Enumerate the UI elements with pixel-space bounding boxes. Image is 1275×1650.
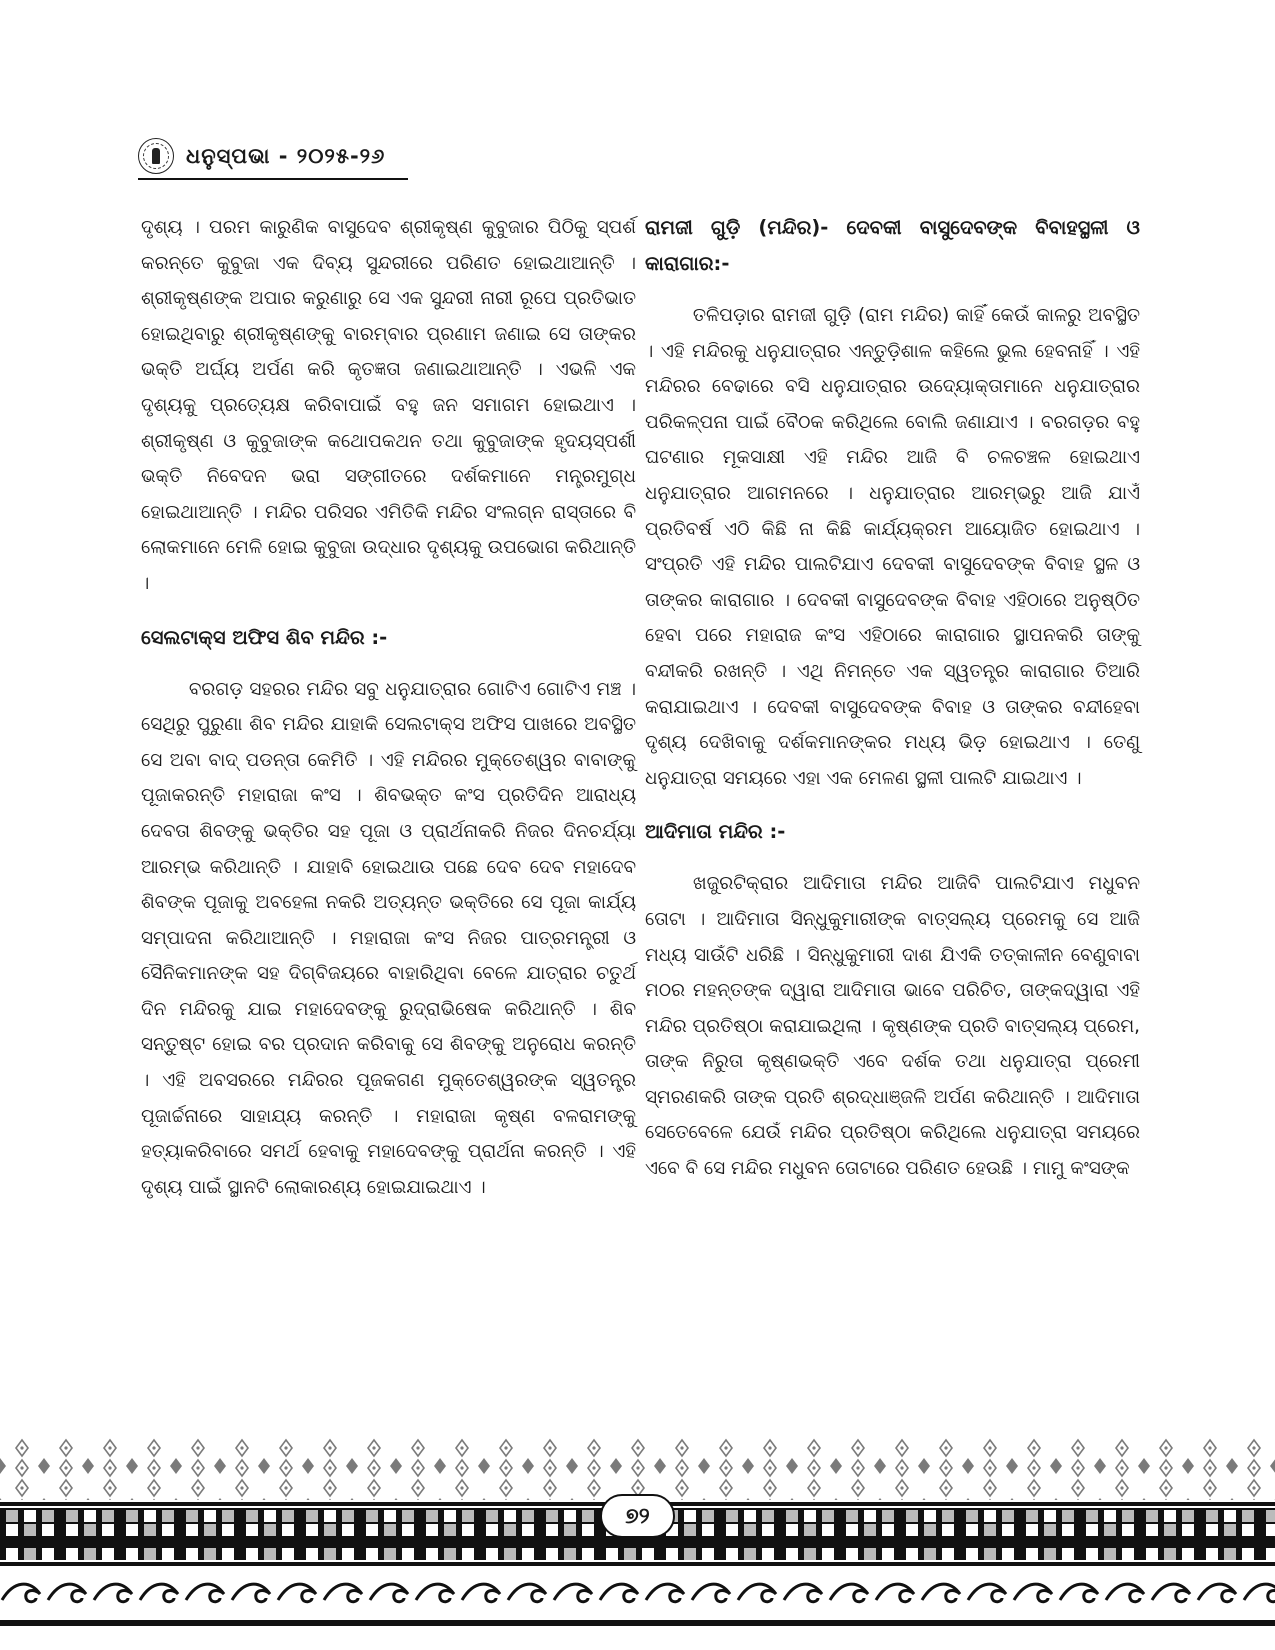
emblem-logo (138, 138, 174, 174)
seltax-shiva-temple-paragraph: ବରଗଡ଼ ସହରର ମନ୍ଦିର ସବୁ ଧନୁଯାତ୍ରାର ଗୋଟିଏ ଗୋଟିଏ ମଞ୍ଚ । ସେଥିରୁ ପୁରୁଣା ଶିବ ମନ୍ଦିର ଯାହାକି ସେଲଟାକ୍ସ ଅଫିସ ପାଖରେ ଅବସ୍ଥିତ ସେ ଅବା ବାଦ୍ ପଡନ୍ତା କେମିତି । ଏହି ମନ୍ଦିରର ମୁକ୍ତେଶ୍ୱର ବାବାଙ୍କୁ ପୂଜାକରନ୍ତି ମହାରାଜା କଂସ । ଶିବଭକ୍ତ କଂସ ପ୍ରତିଦିନ ଆରାଧ୍ୟ ଦେବତା ଶିବଙ୍କୁ ଭକ୍ତିର ସହ ପୂଜା ଓ ପ୍ରାର୍ଥନାକରି ନିଜର ଦିନଚର୍ଯ୍ୟା ଆରମ୍ଭ କରିଥାନ୍ତି । ଯାହାବି ହୋଇଥାଉ ପଛେ ଦେବ ଦେବ ମହାଦେବ ଶିବଙ୍କ ପୂଜାକୁ ଅବହେଳା ନକରି ଅତ୍ୟନ୍ତ ଭକ୍ତିରେ ସେ ପୂଜା କାର୍ଯ୍ୟ ସମ୍ପାଦନା କରିଥାଆନ୍ତି । ମହାରାଜା କଂସ ନିଜର ପାତ୍ରମନ୍ତ୍ରୀ ଓ ସୈନିକମାନଙ୍କ ସହ ଦିଗ୍‌ବିଜୟରେ ବାହାରିଥିବା ବେଳେ ଯାତ୍ରାର ଚତୁର୍ଥ ଦିନ ମନ୍ଦିରକୁ ଯାଇ ମହାଦେବଙ୍କୁ ରୁଦ୍ରାଭିଷେକ କରିଥାନ୍ତି । ଶିବ ସନ୍ତୁଷ୍ଟ ହୋଇ ବର ପ୍ରଦାନ କରିବାକୁ ସେ ଶିବଙ୍କୁ ଅନୁରୋଧ କରନ୍ତି । ଏହି ଅବସରରେ ମନ୍ଦିରର ପୂଜକଗଣ ମୁକ୍ତେଶ୍ୱରଙ୍କ ସ୍ୱତନ୍ତ୍ର ପୂଜାର୍ଚ୍ଚନାରେ ସାହାଯ୍ୟ କରନ୍ତି । ମହାରାଜା କୃଷ୍ଣ ବଳରାମଙ୍କୁ ହତ୍ୟାକରିବାରେ ସମର୍ଥ ହେବାକୁ ମହାଦେବଙ୍କୁ ପ୍ରାର୍ଥନା କରନ୍ତି । ଏହି ଦୃଶ୍ୟ ପାଇଁ ସ୍ଥାନଟି ଲୋକାରଣ୍ୟ ହୋଇଯାଇଥାଏ । (141, 678, 636, 1198)
header-underline (138, 178, 408, 180)
left-column (141, 210, 636, 1205)
adimata-temple-paragraph: ଖଜୁରଟିକ୍ରାର ଆଦିମାତା ମନ୍ଦିର ଆଜିବି ପାଲଟିଯାଏ ମଧୁବନ ତୋଟା । ଆଦିମାତା ସିନ୍ଧୁକୁମାରୀଙ୍କ ବାତ୍ସଲ୍ୟ ପ୍ରେମକୁ ସେ ଆଜି ମଧ୍ୟ ସାଉଁଟି ଧରିଛି । ସିନ୍ଧୁକୁମାରୀ ଦାଶ ଯିଏକି ତତ୍‌କାଳୀନ ବେଣୁବାବା ମଠର ମହନ୍ତଙ୍କ ଦ୍ୱାରା ଆଦିମାତା ଭାବେ ପରିଚିତ, ତାଙ୍କଦ୍ୱାରା ଏହି ମନ୍ଦିର ପ୍ରତିଷ୍ଠା କରାଯାଇଥିଲା । କୃଷ୍ଣଙ୍କ ପ୍ରତି ବାତ୍ସଲ୍ୟ ପ୍ରେମ, ତାଙ୍କ ନିରୁତା କୃଷ୍ଣଭକ୍ତି ଏବେ ଦର୍ଶକ ତଥା ଧନୁଯାତ୍ରା ପ୍ରେମୀ ସ୍ମରଣକରି ତାଙ୍କ ପ୍ରତି ଶ୍ରଦ୍ଧାଞ୍ଜଳି ଅର୍ପଣ କରିଥାନ୍ତି । ଆଦିମାତା ସେତେବେଳେ ଯେଉଁ ମନ୍ଦିର ପ୍ରତିଷ୍ଠା କରିଥିଲେ ଧନୁଯାତ୍ରା ସମୟରେ ଏବେ ବି ସେ ମନ୍ଦିର ମଧୁବନ ତୋଟାରେ ପରିଣତ ହେଉଛି । ମାମୁ କଂସଙ୍କ (645, 873, 1140, 1180)
footer-pattern (0, 1438, 1275, 1650)
left-continuation-paragraph: ଦୃଶ୍ୟ । ପରମ କାରୁଣିକ ବାସୁଦେବ ଶ୍ରୀକୃଷ୍ଣ କୁବୁଜାର ପିଠିକୁ ସ୍ପର୍ଶ କରନ୍ତେ କୁବୁଜା ଏକ ଦିବ୍ୟ ସୁନ୍ଦରୀରେ ପରିଣତ ହୋଇଥାଆନ୍ତି । ଶ୍ରୀକୃଷ୍ଣଙ୍କ ଅପାର କରୁଣାରୁ ସେ ଏକ ସୁନ୍ଦରୀ ନାରୀ ରୂପେ ପ୍ରତିଭାତ ହୋଇଥିବାରୁ ଶ୍ରୀକୃଷ୍ଣଙ୍କୁ ବାରମ୍ବାର ପ୍ରଣାମ ଜଣାଇ ସେ ତାଙ୍କର ଭକ୍ତି ଅର୍ଘ୍ୟ ଅର୍ପଣ କରି କୃତଜ୍ଞତା ଜଣାଇଥାଆନ୍ତି । ଏଭଳି ଏକ ଦୃଶ୍ୟକୁ ପ୍ରତ୍ୟେକ୍ଷ କରିବାପାଇଁ ବହୁ ଜନ ସମାଗମ ହୋଇଥାଏ । ଶ୍ରୀକୃଷ୍ଣ ଓ କୁବୁଜାଙ୍କ କଥୋପକଥନ ତଥା କୁବୁଜାଙ୍କ ହୃଦୟସ୍ପର୍ଶୀ ଭକ୍ତି ନିବେଦନ ଭରା ସଙ୍ଗୀତରେ ଦର୍ଶକମାନେ ମନ୍ତ୍ରମୁଗ୍ଧ ହୋଇଥାଆନ୍ତି । ମନ୍ଦିର ପରିସର ଏମିତିକି ମନ୍ଦିର ସଂଲଗ୍ନ ରାସ୍ତାରେ ବି ଲୋକମାନେ ମେଳି ହୋଇ କୁବୁଜା ଉଦ୍ଧାର ଦୃଶ୍ୟକୁ ଉପଭୋଗ କରିଥାନ୍ତି । (141, 217, 636, 594)
section-heading-adimata-temple: ଆଦିମାତା ମନ୍ଦିର :- (645, 820, 786, 844)
page-number: ୭୨ (600, 1494, 675, 1538)
header-title: ଧନୁସ୍ପଭା - ୨୦୨୫-୨୬ (186, 143, 386, 168)
section-heading-seltax-shiva-temple: ସେଲଟାକ୍ସ ଅଫିସ ଶିବ ମନ୍ଦିର :- (141, 625, 388, 649)
ramji-gudi-paragraph: ତଳିପଡ଼ାର ରାମଜୀ ଗୁଡ଼ି (ରାମ ମନ୍ଦିର) କାହିଁ କେଉଁ କାଳରୁ ଅବସ୍ଥିତ । ଏହି ମନ୍ଦିରକୁ ଧନୁଯାତ୍ରାର ଏନ୍ତୁଡ଼ିଶାଳ କହିଲେ ଭୁଲ ହେବନାହିଁ । ଏହି ମନ୍ଦିରର ବେଢାରେ ବସି ଧନୁଯାତ୍ରାର ଉଦ୍ୟୋକ୍ତାମାନେ ଧନୁଯାତ୍ରାର ପରିକଳ୍ପନା ପାଇଁ ବୈଠକ କରିଥିଲେ ବୋଲି ଜଣାଯାଏ । ବରଗଡ଼ର ବହୁ ଘଟଣାର ମୂକସାକ୍ଷୀ ଏହି ମନ୍ଦିର ଆଜି ବି ଚଳଚଞ୍ଚଳ ହୋଇଥାଏ ଧନୁଯାତ୍ରାର ଆଗମନରେ । ଧନୁଯାତ୍ରାର ଆରମ୍ଭରୁ ଆଜି ଯାଏଁ ପ୍ରତିବର୍ଷ ଏଠି କିଛି ନା କିଛି କାର୍ଯ୍ୟକ୍ରମ ଆୟୋଜିତ ହୋଇଥାଏ । ସଂପ୍ରତି ଏହି ମନ୍ଦିର ପାଲଟିଯାଏ ଦେବକୀ ବାସୁଦେବଙ୍କ ବିବାହ ସ୍ଥଳ ଓ ତାଙ୍କର କାରାଗାର । ଦେବକୀ ବାସୁଦେବଙ୍କ ବିବାହ ଏହିଠାରେ ଅନୁଷ୍ଠିତ ହେବା ପରେ ମହାରାଜ କଂସ ଏହିଠାରେ କାରାଗାର ସ୍ଥାପନକରି ତାଙ୍କୁ ବନ୍ଦୀକରି ରଖନ୍ତି । ଏଥି ନିମନ୍ତେ ଏକ ସ୍ୱତନ୍ତ୍ର କାରାଗାର ତିଆରି କରାଯାଇଥାଏ । ଦେବକୀ ବାସୁଦେବଙ୍କ ବିବାହ ଓ ତାଙ୍କର ବନ୍ଦୀହେବା ଦୃଶ୍ୟ ଦେଖିବାକୁ ଦର୍ଶକମାନଙ୍କର ମଧ୍ୟ ଭିଡ଼ ହୋଇଥାଏ । ତେଣୁ ଧନୁଯାତ୍ରା ସମୟରେ ଏହା ଏକ ମେଳଣ ସ୍ଥଳୀ ପାଲଟି ଯାଇଥାଏ । (645, 305, 1140, 789)
right-column (645, 210, 1140, 1187)
decorative-footer-border (0, 1438, 1275, 1650)
page-header (138, 136, 385, 176)
section-heading-ramji-gudi: ରାମଜୀ ଗୁଡ଼ି (ମନ୍ଦିର)- ଦେବକୀ ବାସୁଦେବଙ୍କ ବିବାହସ୍ଥଳୀ ଓ କାରାଗାର:- (645, 216, 1140, 275)
